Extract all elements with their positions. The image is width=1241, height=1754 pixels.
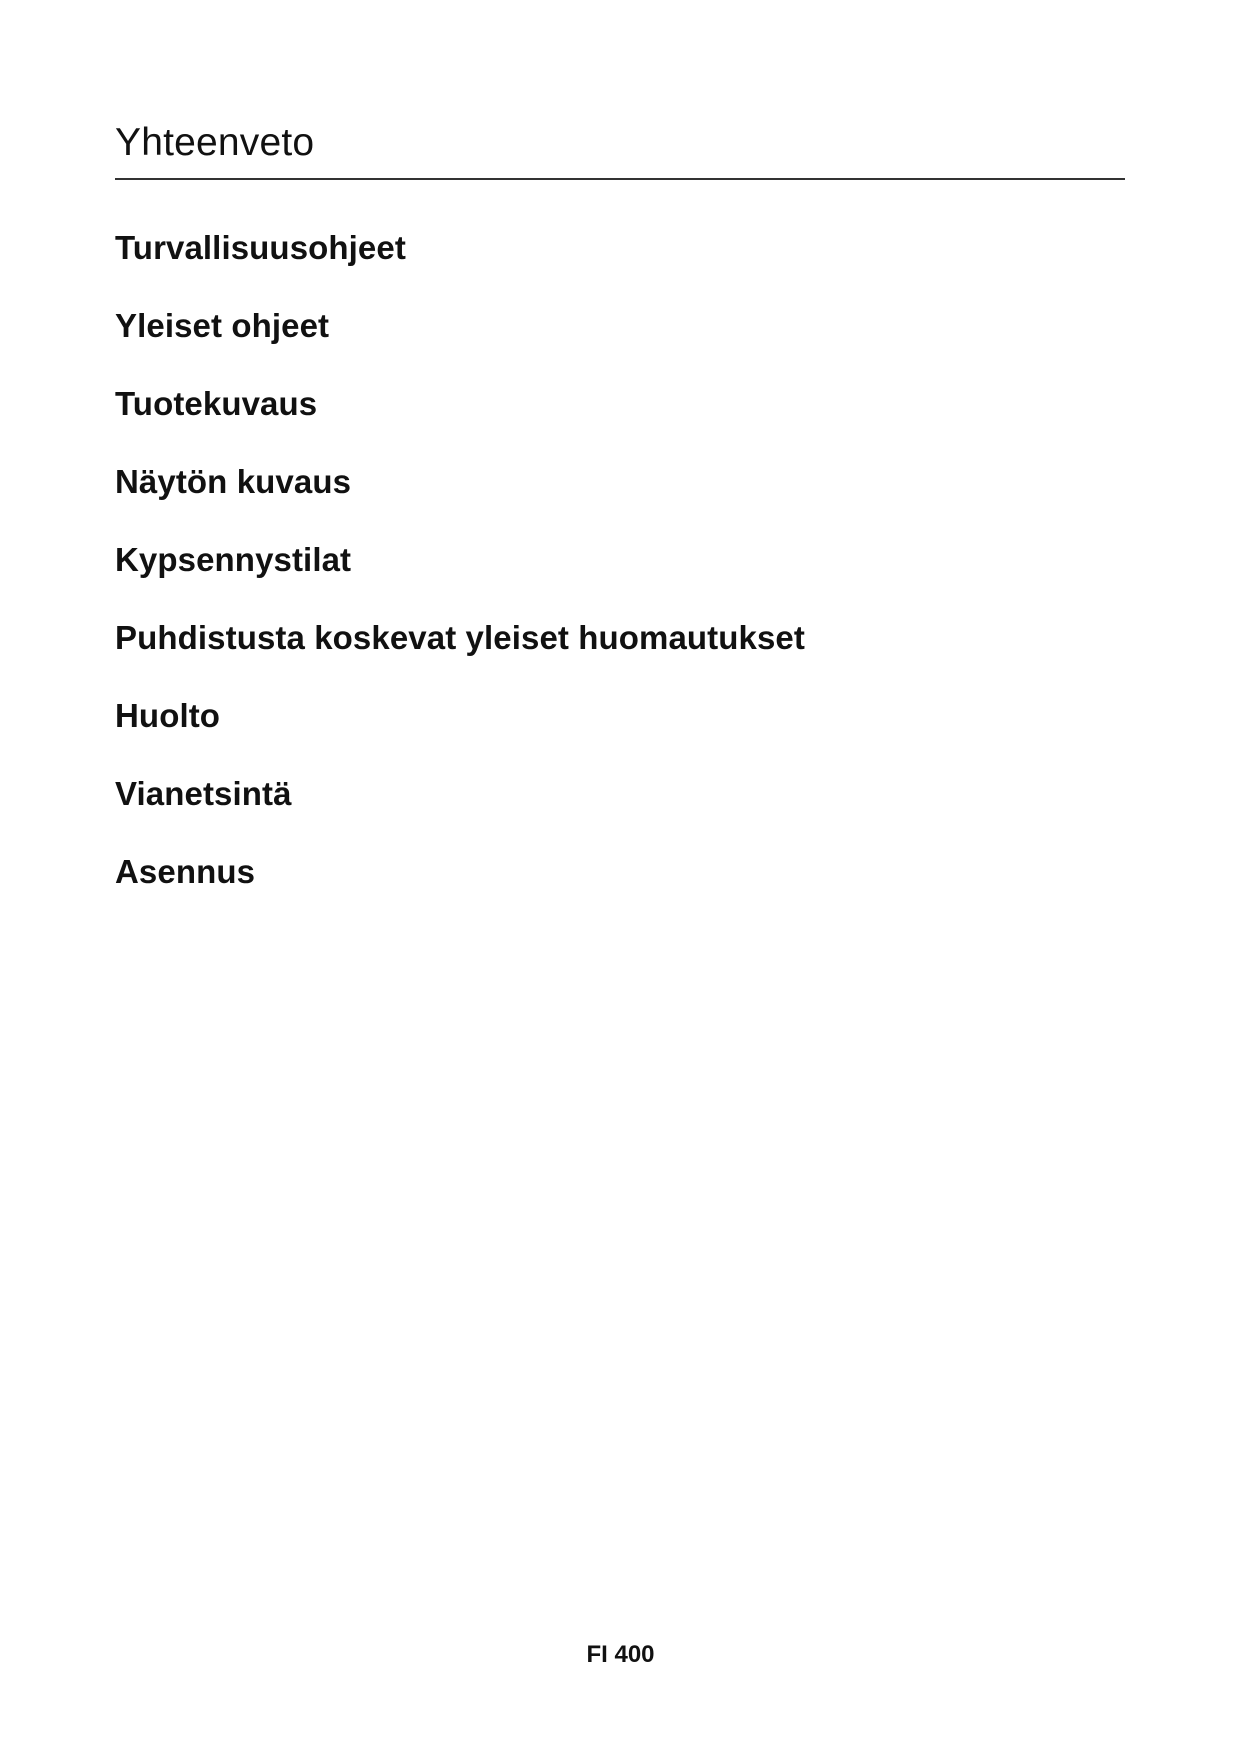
- toc-item-general-instructions[interactable]: Yleiset ohjeet: [115, 307, 330, 344]
- toc-item-cooking-modes[interactable]: Kypsennystilat: [115, 541, 352, 578]
- page-footer: FI 400: [586, 1641, 655, 1668]
- toc-item-product-description[interactable]: Tuotekuvaus: [115, 385, 318, 422]
- toc-item-display-description[interactable]: Näytön kuvaus: [115, 463, 352, 500]
- toc-item-cleaning-notes[interactable]: Puhdistusta koskevat yleiset huomautukset: [115, 619, 805, 656]
- page-title: Yhteenveto: [115, 121, 315, 164]
- toc-item-troubleshooting[interactable]: Vianetsintä: [115, 775, 292, 812]
- table-of-contents: [115, 228, 805, 930]
- title-divider: [115, 178, 1125, 180]
- toc-item-maintenance[interactable]: Huolto: [115, 697, 221, 734]
- toc-item-installation[interactable]: Asennus: [115, 853, 256, 890]
- toc-item-safety[interactable]: Turvallisuusohjeet: [115, 229, 406, 266]
